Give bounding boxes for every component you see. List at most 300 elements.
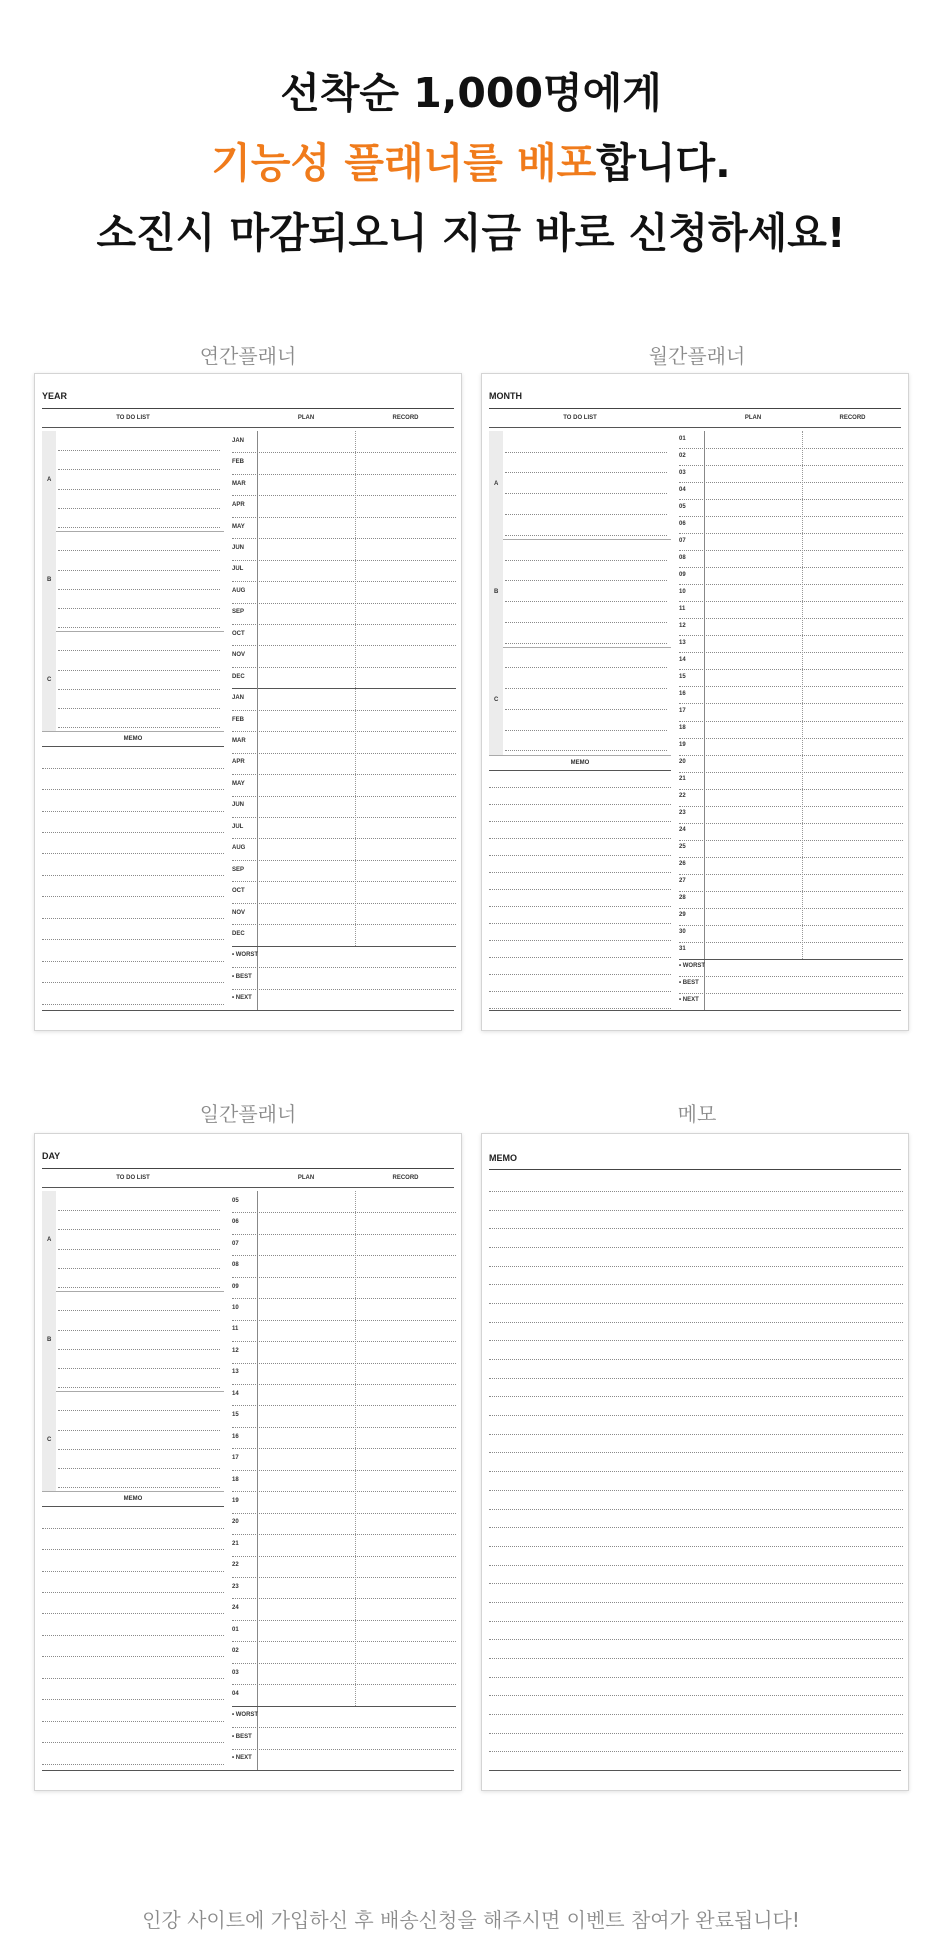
- memo-line: [489, 1452, 903, 1453]
- review-label: • WORST: [232, 1712, 259, 1719]
- memo-line: [489, 1509, 903, 1510]
- todo-line: [58, 489, 220, 490]
- date-label: 17: [679, 707, 686, 714]
- memo-line: [42, 1678, 224, 1679]
- todo-line: [58, 1449, 220, 1450]
- memo-line: [42, 1528, 224, 1529]
- review-rule: [679, 959, 903, 960]
- todo-line: [58, 570, 220, 571]
- header-record: RECORD: [392, 415, 419, 421]
- header-todo: TO DO LIST: [116, 1175, 150, 1181]
- headline-line-2-rest: 합니다.: [596, 139, 731, 187]
- row-line: [232, 1641, 456, 1642]
- group-divider: [489, 647, 671, 648]
- row-line: [679, 721, 903, 722]
- date-label: 24: [232, 1605, 239, 1612]
- todo-line: [58, 1368, 220, 1369]
- yearly-planner-card: [34, 373, 462, 1031]
- row-line: [232, 1620, 456, 1621]
- review-label: • BEST: [232, 973, 252, 980]
- date-label: 15: [232, 1412, 239, 1419]
- date-label: 20: [232, 1519, 239, 1526]
- todo-line: [58, 589, 220, 590]
- date-label: 09: [232, 1283, 239, 1290]
- monthly-planner-card: [481, 373, 909, 1031]
- caption-monthly: 월간플래너: [648, 344, 746, 368]
- row-line: [232, 560, 456, 561]
- row-line: [232, 581, 456, 582]
- row-line: [679, 482, 903, 483]
- date-column-rule: [704, 431, 705, 1010]
- title-rule: [42, 1168, 454, 1169]
- row-line: [679, 652, 903, 653]
- row-line: [232, 838, 456, 839]
- headline-highlight: 기능성 플래너를 배포: [211, 139, 597, 187]
- row-line: [232, 1491, 456, 1492]
- date-label: 23: [232, 1583, 239, 1590]
- row-line: [232, 924, 456, 925]
- memo-line: [42, 1571, 224, 1572]
- memo-line: [489, 1471, 903, 1472]
- date-column-rule: [257, 431, 258, 1010]
- date-label: OCT: [232, 630, 245, 637]
- memo-line: [489, 1378, 903, 1379]
- row-line: [232, 452, 456, 453]
- row-line: [679, 669, 903, 670]
- memo-line: [489, 821, 671, 822]
- memo-line: [42, 896, 224, 897]
- date-label: 28: [679, 895, 686, 902]
- date-label: 21: [679, 776, 686, 783]
- row-line: [679, 618, 903, 619]
- todo-line: [58, 608, 220, 609]
- date-label: 02: [232, 1648, 239, 1655]
- planner-title: DAY: [42, 1151, 61, 1161]
- todo-line: [505, 730, 667, 731]
- headline-line-3: 소진시 마감되오니 지금 바로 신청하세요!: [96, 209, 846, 257]
- row-line: [232, 1534, 456, 1535]
- memo-line: [489, 1008, 671, 1009]
- date-label: 27: [679, 878, 686, 885]
- date-label: JAN: [232, 437, 245, 444]
- row-line: [232, 881, 456, 882]
- row-line: [679, 550, 903, 551]
- memo-line: [489, 1322, 903, 1323]
- memo-line: [42, 982, 224, 983]
- row-line: [232, 1234, 456, 1235]
- header-plan: PLAN: [297, 1175, 315, 1181]
- todo-line: [58, 527, 220, 528]
- todo-line: [58, 1229, 220, 1230]
- memo-line: [489, 1677, 903, 1678]
- memo-line: [42, 1742, 224, 1743]
- date-label: 06: [679, 520, 686, 527]
- date-label: 24: [679, 827, 686, 834]
- date-label: MAR: [232, 737, 246, 744]
- footer-notice: 인강 사이트에 가입하신 후 배송신청을 해주시면 이벤트 참여가 완료됩니다!: [142, 1908, 800, 1932]
- memo-line: [42, 853, 224, 854]
- todo-line: [505, 750, 667, 751]
- memo-line: [42, 939, 224, 940]
- todo-line: [58, 1210, 220, 1211]
- date-label: 18: [232, 1476, 239, 1483]
- row-line: [679, 908, 903, 909]
- review-line: [232, 1727, 456, 1728]
- group-divider: [42, 531, 224, 532]
- memo-line: [489, 889, 671, 890]
- date-label: 17: [232, 1455, 239, 1462]
- row-line: [232, 1663, 456, 1664]
- review-label: • NEXT: [232, 1755, 252, 1762]
- memo-line: [489, 1695, 903, 1696]
- date-label: 08: [232, 1262, 239, 1269]
- date-label: 16: [232, 1433, 239, 1440]
- group-label-c: C: [494, 696, 499, 703]
- todo-line: [58, 1349, 220, 1350]
- row-line: [232, 774, 456, 775]
- row-line: [232, 1212, 456, 1213]
- date-label: 22: [232, 1562, 239, 1569]
- group-label-c: C: [47, 1437, 52, 1444]
- header-record: RECORD: [839, 415, 866, 421]
- memo-line: [489, 787, 671, 788]
- todo-line: [505, 514, 667, 515]
- row-line: [679, 755, 903, 756]
- row-line: [232, 1427, 456, 1428]
- header-rule: [42, 1187, 454, 1188]
- memo-rule: [42, 1506, 224, 1507]
- row-line: [679, 686, 903, 687]
- row-line: [232, 1684, 456, 1685]
- memo-line: [489, 1583, 903, 1584]
- group-divider: [489, 755, 671, 756]
- memo-line: [42, 789, 224, 790]
- date-column-rule: [257, 1191, 258, 1770]
- date-label: 15: [679, 673, 686, 680]
- date-label: FEB: [232, 459, 244, 466]
- date-label: 23: [679, 810, 686, 817]
- title-rule: [42, 408, 454, 409]
- memo-line: [489, 1565, 903, 1566]
- todo-line: [58, 650, 220, 651]
- date-label: FEB: [232, 716, 244, 723]
- header-todo: TO DO LIST: [116, 415, 150, 421]
- row-line: [232, 538, 456, 539]
- todo-line: [58, 1287, 220, 1288]
- todo-line: [58, 689, 220, 690]
- todo-line: [58, 1430, 220, 1431]
- todo-line: [505, 560, 667, 561]
- header-rule: [489, 427, 901, 428]
- memo-line: [489, 1303, 903, 1304]
- memo-line: [42, 1764, 224, 1765]
- date-label: DEC: [232, 673, 245, 680]
- date-label: MAR: [232, 480, 246, 487]
- date-label: 25: [679, 844, 686, 851]
- memo-line: [42, 875, 224, 876]
- todo-line: [58, 1487, 220, 1488]
- date-label: 13: [232, 1369, 239, 1376]
- review-line: [679, 993, 903, 994]
- memo-line: [489, 804, 671, 805]
- header-plan: PLAN: [744, 415, 762, 421]
- date-label: AUG: [232, 845, 246, 852]
- date-label: 11: [232, 1326, 239, 1333]
- review-line: [232, 967, 456, 968]
- memo-line: [489, 1284, 903, 1285]
- planner-title: YEAR: [42, 391, 68, 401]
- todo-line: [58, 1268, 220, 1269]
- todo-line: [58, 508, 220, 509]
- memo-line: [489, 1751, 903, 1752]
- memo-line: [489, 1266, 903, 1267]
- row-line: [232, 603, 456, 604]
- memo-line: [42, 832, 224, 833]
- bottom-rule: [42, 1010, 454, 1011]
- memo-line: [489, 872, 671, 873]
- memo-line: [489, 1639, 903, 1640]
- header-rule: [42, 427, 454, 428]
- date-label: 29: [679, 912, 686, 919]
- row-line: [232, 1384, 456, 1385]
- memo-line: [42, 1656, 224, 1657]
- memo-header: MEMO: [123, 736, 143, 743]
- date-label: 08: [679, 554, 686, 561]
- header-plan: PLAN: [297, 415, 315, 421]
- review-line: [232, 989, 456, 990]
- caption-memo: 메모: [677, 1102, 717, 1126]
- todo-line: [505, 667, 667, 668]
- memo-line: [489, 1396, 903, 1397]
- date-label: 20: [679, 759, 686, 766]
- row-line: [679, 465, 903, 466]
- todo-line: [58, 450, 220, 451]
- memo-line: [489, 974, 671, 975]
- review-line: [679, 976, 903, 977]
- date-label: MAY: [232, 523, 245, 530]
- todo-line: [58, 1468, 220, 1469]
- plan-record-divider: [355, 1191, 356, 1706]
- date-label: 04: [679, 486, 686, 493]
- row-line: [679, 823, 903, 824]
- row-line: [679, 891, 903, 892]
- todo-line: [58, 1410, 220, 1411]
- date-label: 18: [679, 725, 686, 731]
- date-label: NOV: [232, 909, 246, 916]
- memo-line: [489, 1434, 903, 1435]
- row-line: [232, 1320, 456, 1321]
- memo-line: [489, 1210, 903, 1211]
- todo-line: [58, 708, 220, 709]
- memo-title: MEMO: [489, 1153, 517, 1163]
- review-rule: [232, 1706, 456, 1707]
- row-line: [232, 1513, 456, 1514]
- memo-line: [42, 768, 224, 769]
- row-line: [679, 925, 903, 926]
- memo-title-rule: [489, 1169, 901, 1170]
- review-label: • NEXT: [679, 997, 699, 1004]
- date-label: JUN: [232, 544, 245, 551]
- row-line: [232, 495, 456, 496]
- date-label: SEP: [232, 609, 245, 616]
- todo-line: [58, 670, 220, 671]
- todo-line: [58, 1330, 220, 1331]
- date-label: APR: [232, 502, 245, 509]
- group-label-b: B: [494, 588, 499, 595]
- headline-line-1: 선착순 1,000명에게: [280, 69, 662, 117]
- row-line: [679, 806, 903, 807]
- memo-line: [489, 1621, 903, 1622]
- row-line: [232, 710, 456, 711]
- row-line: [679, 942, 903, 943]
- headline-line-2: [0, 139, 942, 187]
- date-label: 05: [679, 503, 686, 510]
- memo-line: [489, 1359, 903, 1360]
- row-line: [679, 533, 903, 534]
- date-label: 05: [232, 1197, 239, 1204]
- date-label: JUL: [232, 566, 244, 573]
- memo-line: [489, 1340, 903, 1341]
- date-label: 16: [679, 690, 686, 697]
- group-divider: [42, 1291, 224, 1292]
- caption-daily: 일간플래너: [199, 1102, 297, 1126]
- row-line: [232, 1405, 456, 1406]
- review-label: • WORST: [679, 963, 706, 970]
- row-line: [232, 1277, 456, 1278]
- row-line: [679, 857, 903, 858]
- memo-header: MEMO: [570, 759, 590, 766]
- date-label: DEC: [232, 930, 245, 937]
- memo-line: [489, 1658, 903, 1659]
- memo-line: [489, 1602, 903, 1603]
- date-label: 13: [679, 639, 686, 646]
- memo-planner-card: [481, 1133, 909, 1791]
- todo-line: [58, 469, 220, 470]
- row-line: [232, 1577, 456, 1578]
- todo-line: [505, 452, 667, 453]
- row-line: [232, 1556, 456, 1557]
- review-label: • NEXT: [232, 995, 252, 1002]
- todo-line: [505, 472, 667, 473]
- date-label: 10: [679, 588, 686, 595]
- todo-line: [58, 1310, 220, 1311]
- memo-rule: [489, 770, 671, 771]
- row-line: [679, 601, 903, 602]
- review-rule: [232, 946, 456, 947]
- planner-title: MONTH: [489, 391, 522, 401]
- review-label: • BEST: [679, 980, 699, 987]
- header-record: RECORD: [392, 1175, 419, 1181]
- year-divider: [232, 688, 456, 689]
- date-label: APR: [232, 759, 245, 766]
- row-line: [679, 516, 903, 517]
- row-line: [232, 474, 456, 475]
- memo-line: [489, 838, 671, 839]
- todo-line: [58, 1249, 220, 1250]
- row-line: [679, 499, 903, 500]
- date-label: 30: [679, 929, 686, 936]
- todo-line: [505, 580, 667, 581]
- header-todo: TO DO LIST: [563, 415, 597, 421]
- memo-line: [489, 1415, 903, 1416]
- memo-line: [489, 855, 671, 856]
- row-line: [679, 738, 903, 739]
- memo-header: MEMO: [123, 1496, 143, 1503]
- memo-line: [489, 1527, 903, 1528]
- date-label: JUL: [232, 823, 244, 830]
- daily-planner-card: [34, 1133, 462, 1791]
- date-label: NOV: [232, 652, 246, 659]
- date-label: 01: [232, 1626, 239, 1633]
- row-line: [232, 753, 456, 754]
- group-divider: [42, 631, 224, 632]
- bottom-rule: [42, 1770, 454, 1771]
- row-line: [679, 448, 903, 449]
- date-label: 12: [232, 1347, 239, 1354]
- group-label-b: B: [47, 1337, 52, 1344]
- memo-bottom-rule: [489, 1770, 901, 1771]
- date-label: 07: [232, 1240, 239, 1247]
- date-label: 04: [232, 1690, 239, 1697]
- group-label-b: B: [47, 577, 52, 584]
- plan-record-divider: [355, 431, 356, 946]
- date-label: 31: [679, 946, 686, 953]
- row-line: [232, 903, 456, 904]
- memo-line: [489, 1733, 903, 1734]
- memo-line: [489, 1490, 903, 1491]
- date-label: 19: [232, 1497, 239, 1504]
- date-label: SEP: [232, 866, 245, 873]
- date-label: 03: [232, 1669, 239, 1676]
- memo-rule: [42, 746, 224, 747]
- memo-line: [42, 1613, 224, 1614]
- date-label: 19: [679, 742, 686, 749]
- memo-line: [42, 1004, 224, 1005]
- todo-line: [58, 727, 220, 728]
- todo-line: [58, 550, 220, 551]
- row-line: [232, 731, 456, 732]
- review-label: • BEST: [232, 1733, 252, 1740]
- row-line: [679, 840, 903, 841]
- row-line: [232, 624, 456, 625]
- row-line: [232, 1341, 456, 1342]
- row-line: [232, 817, 456, 818]
- row-line: [232, 667, 456, 668]
- date-label: 07: [679, 537, 686, 544]
- memo-line: [489, 991, 671, 992]
- date-label: JUN: [232, 802, 245, 809]
- row-line: [232, 1448, 456, 1449]
- date-label: 14: [679, 656, 686, 663]
- date-label: AUG: [232, 587, 246, 594]
- memo-line: [42, 1699, 224, 1700]
- memo-line: [489, 1191, 903, 1192]
- todo-line: [505, 535, 667, 536]
- todo-line: [505, 643, 667, 644]
- row-line: [232, 1598, 456, 1599]
- date-label: 10: [232, 1304, 239, 1311]
- date-label: 11: [679, 605, 686, 612]
- row-line: [232, 645, 456, 646]
- date-label: 06: [232, 1219, 239, 1226]
- memo-line: [489, 906, 671, 907]
- memo-line: [489, 1247, 903, 1248]
- memo-line: [489, 1228, 903, 1229]
- todo-line: [505, 601, 667, 602]
- todo-line: [505, 622, 667, 623]
- todo-line: [505, 688, 667, 689]
- memo-line: [489, 923, 671, 924]
